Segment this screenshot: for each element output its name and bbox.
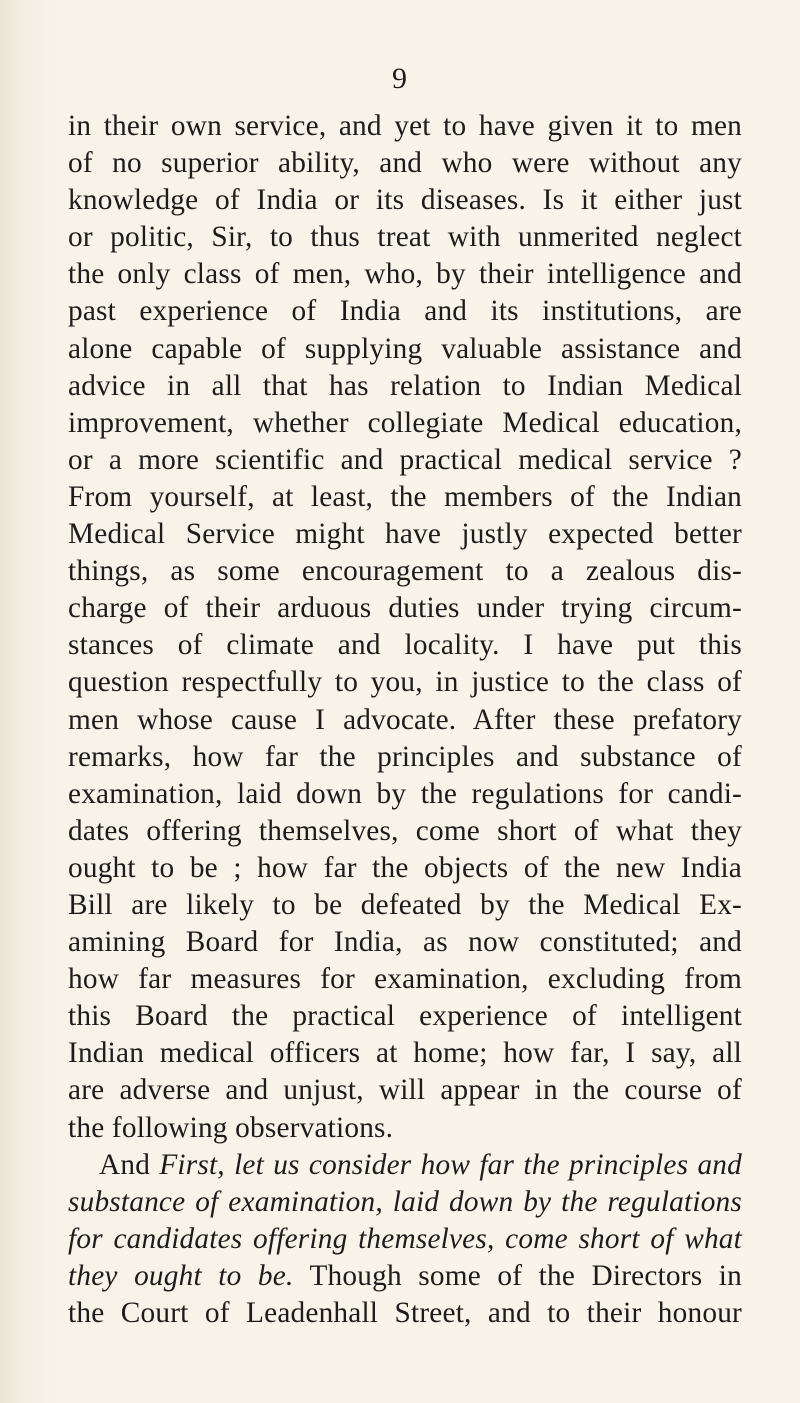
- text-line: stances of climate and locality. I have put this: [68, 629, 742, 662]
- text-line: the Court of Leadenhall Street, and to their honour: [68, 1297, 742, 1329]
- text-line: examination, laid down by the regulations for candi-: [68, 777, 742, 810]
- text-line: or a more scientific and practical medical service ?: [68, 443, 742, 476]
- text-line: the only class of men, who, by their intelligence and: [68, 258, 742, 291]
- text-line: for candidates offering themselves, come short of what: [68, 1222, 742, 1255]
- text-run: And: [99, 1148, 160, 1181]
- italic-run: First, let us consider how far the principles and: [159, 1148, 742, 1181]
- text-line: are adverse and unjust, will appear in the course of: [68, 1074, 742, 1107]
- text-line: things, as some encouragement to a zealous dis-: [68, 555, 742, 588]
- text-line: how far measures for examination, excluding from: [68, 963, 742, 996]
- text-line: of no superior ability, and who were without any: [68, 147, 742, 180]
- text-line: alone capable of supplying valuable assistance and: [68, 332, 742, 365]
- text-line: in their own service, and yet to have given it to men: [68, 110, 742, 142]
- text-line: or politic, Sir, to thus treat with unmerited neglect: [68, 221, 742, 254]
- text-run: Though some of the Directors in: [293, 1259, 742, 1292]
- text-line: dates offering themselves, come short of what they: [68, 814, 742, 847]
- body-text: [68, 108, 742, 1332]
- text-line: Medical Service might have justly expected better: [68, 518, 742, 551]
- page-number: 9: [392, 62, 408, 95]
- text-line: substance of examination, laid down by the regulations: [68, 1185, 742, 1218]
- text-line: From yourself, at least, the members of the Indian: [68, 480, 742, 513]
- text-line: amining Board for India, as now constituted; and: [68, 926, 742, 959]
- text-line: [68, 1258, 742, 1295]
- text-line: knowledge of India or its diseases. Is it either just: [68, 184, 742, 217]
- text-line: question respectfully to you, in justice to the class of: [68, 666, 742, 699]
- text-line: ought to be ; how far the objects of the new India: [68, 851, 742, 884]
- text-line: improvement, whether collegiate Medical education,: [68, 406, 742, 439]
- text-line: charge of their arduous duties under trying circum-: [68, 592, 742, 625]
- text-line: remarks, how far the principles and substance of: [68, 740, 742, 773]
- text-line: Bill are likely to be defeated by the Medical Ex-: [68, 888, 742, 921]
- italic-run: they ought to be.: [68, 1259, 294, 1292]
- text-line: advice in all that has relation to Indian Medical: [68, 369, 742, 402]
- text-line: this Board the practical experience of intelligent: [68, 1000, 742, 1033]
- text-line: [68, 1147, 742, 1184]
- text-line: the following observations.: [68, 1111, 394, 1144]
- text-line: Indian medical officers at home; how far, I say, all: [68, 1037, 742, 1070]
- text-line: men whose cause I advocate. After these prefatory: [68, 703, 742, 736]
- text-line: past experience of India and its institutions, are: [68, 295, 742, 328]
